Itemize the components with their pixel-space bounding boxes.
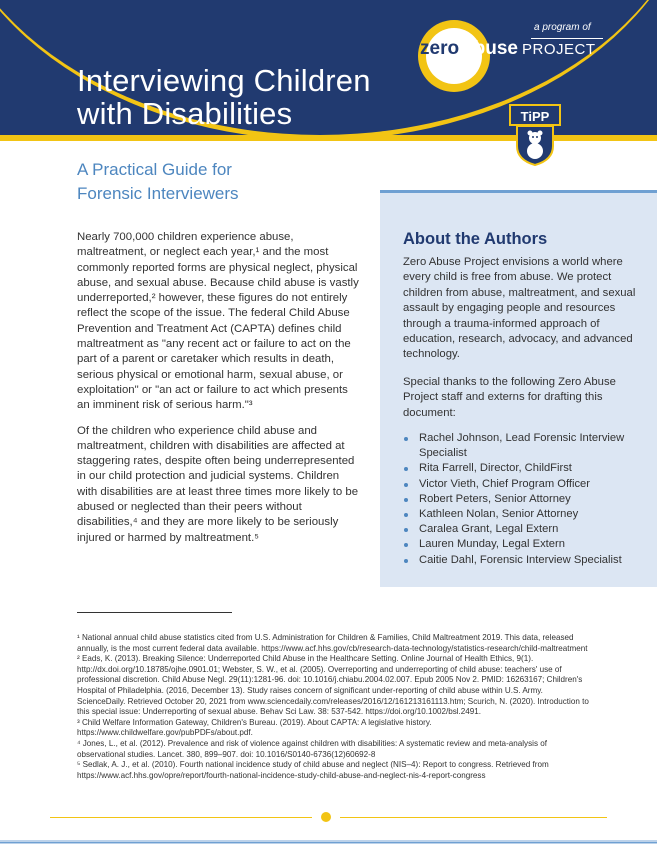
tipp-badge — [509, 104, 561, 166]
logo-wordmark — [420, 38, 596, 60]
authors-thanks: Special thanks to the following Zero Abuse Project staff and externs for drafting this document: — [403, 376, 616, 419]
logo-zero: zero — [420, 38, 460, 59]
bullet-icon — [404, 437, 408, 441]
author-item: Kathleen Nolan, Senior Attorney — [403, 507, 648, 522]
footer-rule-right — [340, 817, 607, 818]
bullet-icon — [404, 483, 408, 487]
footnote-rule — [77, 612, 232, 613]
footnote-1: ¹ National annual child abuse statistics cited from U.S. Administration for Children & Families, Child Maltreatment 2019. This data, released annually, is the most current federal data available. https://www.acf.hhs.gov/cb/research-data-technology/statistics-research/child-maltreatment — [77, 633, 588, 653]
body-text — [77, 230, 359, 556]
footer-rule-left — [50, 817, 312, 818]
authors-heading: About the Authors — [403, 230, 548, 248]
author-item: Caralea Grant, Legal Extern — [403, 522, 648, 537]
bullet-icon — [404, 543, 408, 547]
program-of-label: a program of — [534, 22, 591, 33]
bullet-icon — [404, 528, 408, 532]
title-line-1: Interviewing Children — [77, 63, 371, 98]
author-item: Caitie Dahl, Forensic Interview Specialist — [403, 553, 648, 568]
footnote-2: ² Eads, K. (2013). Breaking Silence: Underreported Child Abuse in the Healthcare Setting. Online Journal of Health Ethics, 9(1). http://dx.doi.org/10.18785/ojhe.0901.01; Webster, S. W., et al. (2005). Overreporting and underreporting of child abuse: teachers' use of professional discretion. Child Abuse Negl. 29(11):1281-96. doi: 10.1016/j.chiabu.2004.02.007. Epub 2005 Nov 2. PMID: 16263167; Children's Hospital of Philadelphia. (2016, December 13). Study raises concern of significant under-reporting of child abuse within U.S. Army. ScienceDaily. Retrieved October 20, 2021 from www.sciencedaily.com/releases/2016/12/161213161113.htm; Scurich, N. (2020). Introduction to this special issue: Underreporting of sexual abuse. Behav Sci Law. 38: 537-542. https://doi.org/10.1002/bsl.2491. — [77, 654, 589, 717]
author-item: Rita Farrell, Director, ChildFirst — [403, 461, 648, 476]
tipp-label: TiPP — [509, 104, 561, 126]
author-item: Victor Vieth, Chief Program Officer — [403, 477, 648, 492]
footnotes — [77, 633, 592, 781]
bullet-icon — [404, 513, 408, 517]
subtitle-line-1: A Practical Guide for — [77, 160, 232, 179]
page-title — [77, 64, 371, 130]
footnote-4: ⁴ Jones, L., et al. (2012). Prevalence and risk of violence against children with disabilities: A systematic review and meta-analysis of observational studies. Lancet. 380, 899–907. doi: 10.1016/S0140-6736(12)60692-8 — [77, 738, 547, 759]
body-paragraph-2: Of the children who experience child abuse and maltreatment, children with disabilities are affected at staggering rates, despite often being underrepresented in our child protection and judicial systems. Children with disabilities are at least three times more likely to be abused or neglected than their peers without disabilities,⁴ and they are more likely to be seriously injured or harmed by maltreatment.⁵ — [77, 424, 359, 544]
teddy-bear-shield-icon — [515, 122, 555, 166]
body-paragraph-1: Nearly 700,000 children experience abuse, maltreatment, or neglect each year,¹ and the most commonly reported forms are physical neglect, physical abuse, and sexual abuse. Because child abuse is vastly underreported,² however, these figures do not entirely reflect the scope of the issue. The federal Child Abuse Prevention and Treatment Act (CAPTA) defines child maltreatment as "any recent act or failure to act on the part of a parent or caretaker which results in death, serious physical or emotional harm, sexual abuse, or exploitation" or "an act or failure to act which presents an imminent risk of serious harm."³ — [77, 231, 359, 412]
bullet-icon — [404, 467, 408, 471]
bullet-icon — [404, 498, 408, 502]
logo-project: PROJECT — [522, 41, 596, 58]
authors-list — [403, 431, 648, 568]
footnote-3: ³ Child Welfare Information Gateway, Children's Bureau. (2019). About CAPTA: A legislative history. https://www.childwelfare.gov/pubPDFs/about.pdf. — [77, 717, 432, 738]
about-authors-panel — [380, 190, 657, 587]
footnote-5: ⁵ Sedlak, A. J., et al. (2010). Fourth national incidence study of child abuse and neglect (NIS–4): Report to congress. Retrieved from https://www.acf.hhs.gov/opre/report/fourth-national-incidence-study-child-abuse-and-neglect-nis-4-report-congress — [77, 760, 549, 780]
footer-dot-icon — [321, 812, 331, 822]
zero-abuse-logo — [418, 20, 628, 100]
page-subtitle — [77, 158, 239, 206]
subtitle-line-2: Forensic Interviewers — [77, 184, 239, 203]
bullet-icon — [404, 559, 408, 563]
author-item: Rachel Johnson, Lead Forensic Interview Specialist — [403, 431, 648, 461]
footer-band — [0, 837, 657, 847]
author-item: Robert Peters, Senior Attorney — [403, 492, 648, 507]
title-line-2: with Disabilities — [77, 96, 293, 131]
author-item: Lauren Munday, Legal Extern — [403, 537, 648, 552]
logo-abuse: abuse — [463, 38, 518, 59]
authors-intro: Zero Abuse Project envisions a world where every child is free from abuse. We protect children from abuse, maltreatment, and sexual assault by engaging people and resources through a trauma-informed approach of education, research, advocacy, and advanced technology. — [403, 256, 636, 361]
panel-top-rule — [380, 190, 657, 193]
